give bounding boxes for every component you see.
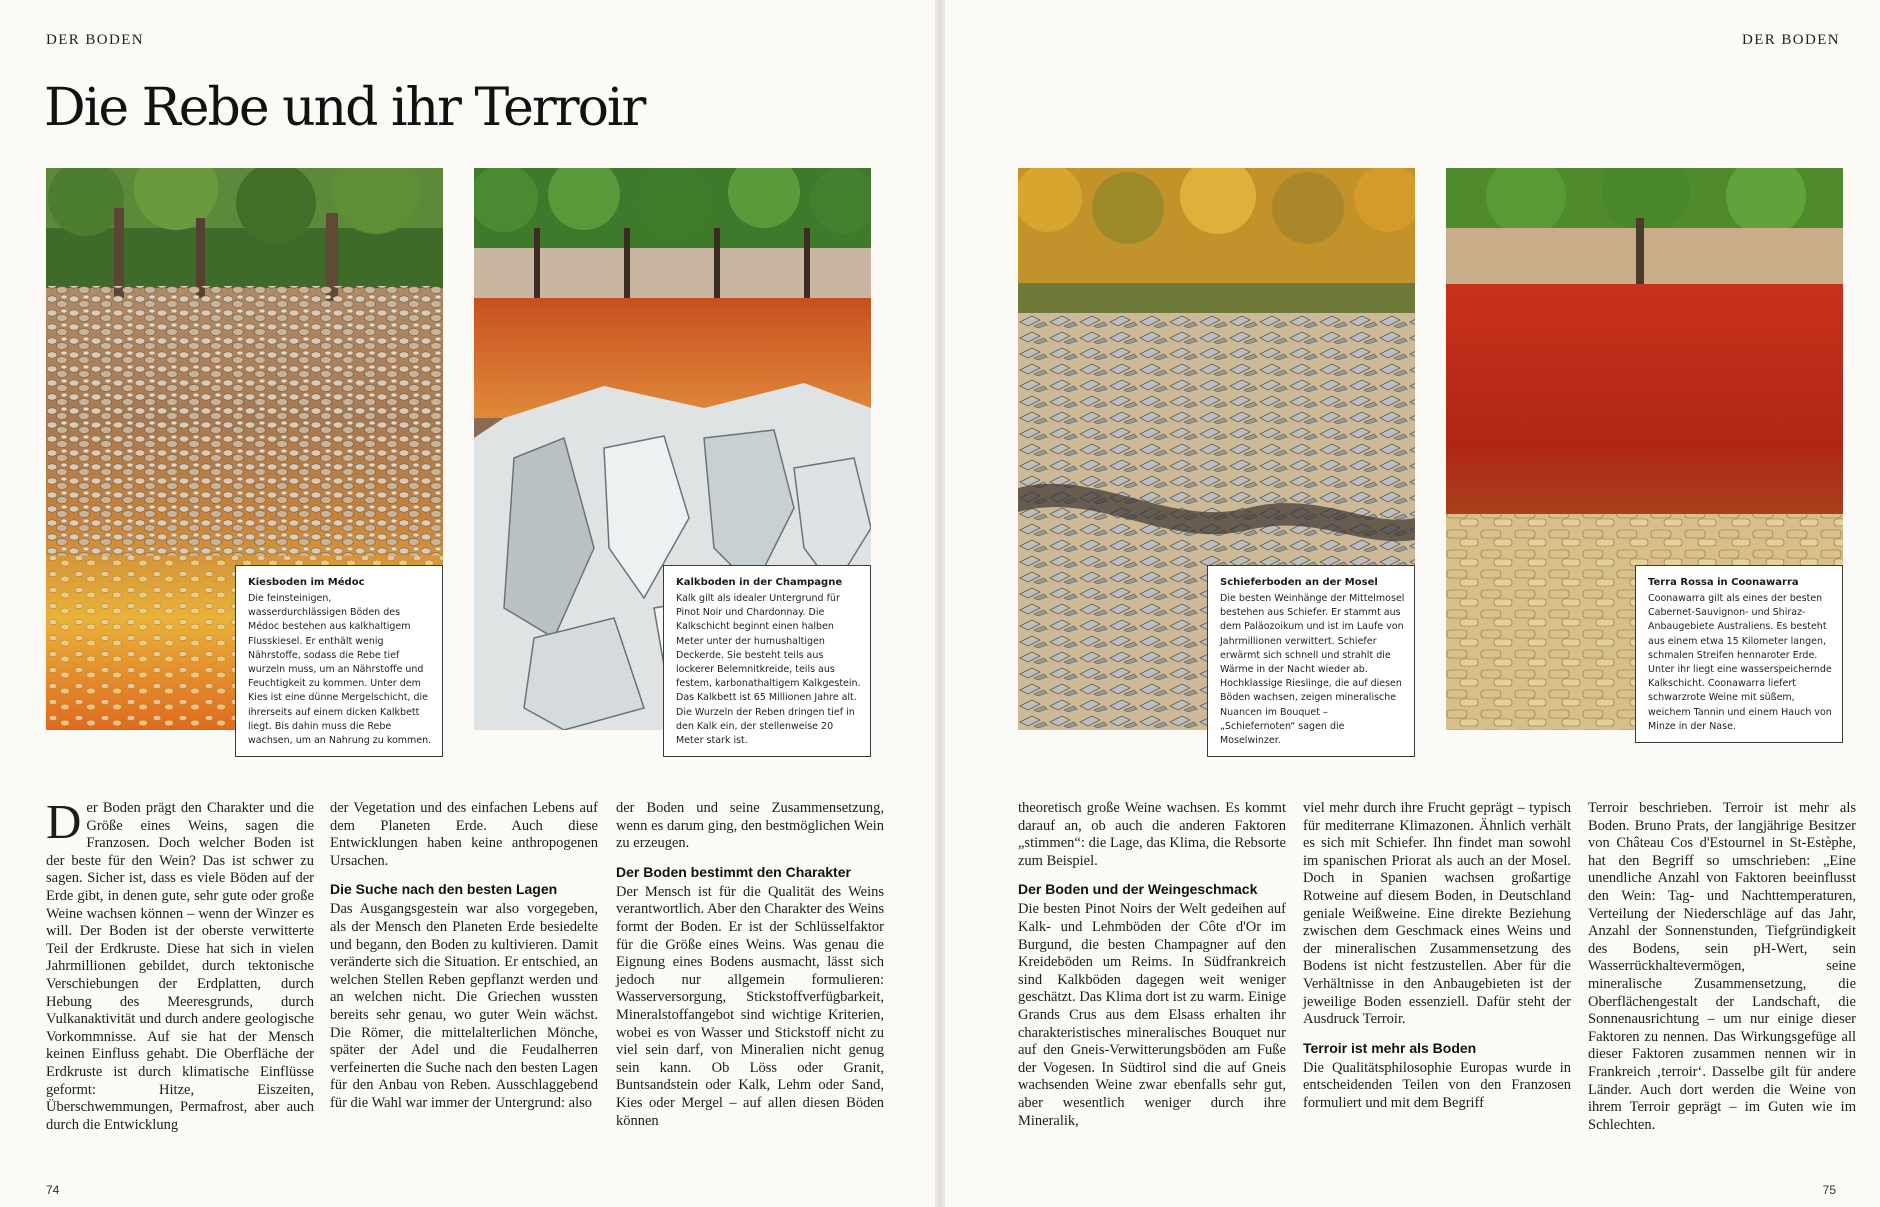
text-column-5 bbox=[1303, 800, 1571, 1113]
paragraph: Die besten Pinot Noirs der Welt gedeihen auf Kalk- und Lehmböden der Côte d'Or im Burgund, die besten Champagner auf den Kreideböden um Reims. In Südfrankreich sind Kalkböden dagegen weit weniger geschätzt. Das Klima dort ist zu warm. Einige Grands Crus aus dem Elsass erhalten ihr charakteristisches mineralisches Bouquet nur auf den Gneis-Verwitterungsböden am Fuße der Vogesen. In Südtirol sind die auf Gneis wachsenden Weine zwar ebenfalls sehr gut, aber wesentlich weniger durch ihre Mineralik, bbox=[1018, 901, 1286, 1129]
spread-gutter bbox=[935, 0, 945, 1207]
running-head-right: DER BODEN bbox=[1741, 32, 1840, 48]
paragraph: der Vegetation und des einfachen Lebens auf dem Planeten Erde. Auch diese Entwicklungen haben keine anthropogenen Ursachen. bbox=[330, 800, 598, 869]
text-column-4 bbox=[1018, 800, 1286, 1130]
paragraph: viel mehr durch ihre Frucht geprägt – typisch für mediterrane Klimazonen. Ähnlich verhält es sich mit Schiefer. Ihn findet man sowohl im spanischen Priorat als auch an der Mosel. Doch in Spanien wachsen großartige Rotweine auf diesem Boden, in Deutschland geniale Weißweine. Eine direkte Beziehung zwischen dem Geschmack eines Weins und der mineralischen Zusammensetzung des Bodens ist nicht festzustellen. Aber für die Verhältnisse in den Anbaugebieten ist der jeweilige Boden essenziell. Dafür steht der Ausdruck Terroir. bbox=[1303, 800, 1571, 1028]
caption-text: Die feinsteinigen, wasserdurchlässigen Böden des Médoc bestehen aus kalkhaltigem Flusskiesel. Er enthält wenig Nährstoffe, sodass die Rebe tief wurzeln muss, um an Nährstoffe und Feuchtigkeit zu kommen. Unter dem Kies ist eine dünne Mergelschicht, die ihrerseits auf einem dicken Kalkbett liegt. Bis dahin muss die Rebe wachsen, um an Nahrung zu kommen. bbox=[248, 593, 432, 747]
subheading: Der Boden und der Weingeschmack bbox=[1018, 881, 1258, 898]
right-page bbox=[945, 0, 1880, 1207]
paragraph: Das Ausgangsgestein war also vorgegeben, als der Mensch den Planeten Erde besiedelte und begann, den Boden zu kultivieren. Damit veränderte sich die Situation. Er entschied, an welchen Stellen Reben gepflanzt werden und an welchen nicht. Die Griechen wussten bereits sehr genau, wo guter Wein wächst. Die Römer, die mittelalterlichen Mönche, später der Adel und die Feudalherren verfeinerten die Suche nach den besten Lagen für den Anbau von Reben. Ausschlaggebend für die Wahl war immer der Untergrund: also bbox=[330, 901, 598, 1111]
paragraph: theoretisch große Weine wachsen. Es kommt darauf an, ob auch die anderen Faktoren „stimmen“: die Lage, das Klima, die Rebsorte zum Beispiel. bbox=[1018, 800, 1286, 869]
subheading: Der Boden bestimmt den Charakter bbox=[616, 863, 851, 880]
caption-text: Coonawarra gilt als eines der besten Cabernet-Sauvignon- und Shiraz-Anbaugebiete Australiens. Es besteht aus einem etwa 15 Kilometer langen, schmalen Streifen hennaroter Erde. Unter ihr liegt eine wasserspeichernde Kalkschicht. Coonawarra liefert schwarzrote Weine mit süßem, weichem Tannin und einem Hauch von Minze in der Nase. bbox=[1648, 593, 1832, 732]
paragraph: Terroir beschrieben. Terroir ist mehr als Boden. Bruno Prats, der langjährige Besitzer von Château Cos d'Estournel in St-Estèphe, hat den Begriff so umschrieben: „Eine unendliche Anzahl von Faktoren beeinflusst den Wein: Tag- und Nachttemperaturen, Verteilung der Niederschläge auf das Jahr, Anzahl der Sonnenstunden, Tiefgründigkeit des Bodens, sein pH-Wert, sein Wasserrückhaltevermögen, seine mineralische Zusammensetzung, die Oberflächengestalt der Landschaft, die Sonnenausrichtung – um nur einige dieser Faktoren zu nennen. Das Wirkungsgefüge all dieser Faktoren zusammen nennen wir in Frankreich ‚terroir‘. Dasselbe gilt für andere Länder. Auch dort werden die Weine von ihrem Terroir geprägt – im Guten wie im Schlechten. bbox=[1588, 800, 1856, 1133]
running-head-left: DER BODEN bbox=[46, 32, 145, 48]
caption-terra-rossa bbox=[1635, 565, 1843, 743]
paragraph bbox=[46, 794, 314, 1134]
subheading: Die Suche nach den besten Lagen bbox=[330, 881, 558, 898]
drop-cap: D bbox=[46, 794, 82, 849]
caption-text: Kalk gilt als idealer Untergrund für Pinot Noir und Chardonnay. Die Kalkschicht beginnt einen halben Meter unter der humushaltigen Deckerde. Sie besteht teils aus lockerer Belemnitkreide, teils aus festem, karbonathaltigem Kalkgestein. Das Kalkbett ist 65 Millionen Jahre alt. Die Wurzeln der Reben dringen tief in den Kalk ein, der stellenweise 20 Meter stark ist. bbox=[676, 593, 861, 747]
caption-gravel-soil bbox=[235, 565, 443, 757]
paragraph: der Boden und seine Zusammensetzung, wenn es darum ging, den bestmöglichen Wein zu erzeugen. bbox=[616, 800, 884, 852]
caption-title: Terra Rossa in Coonawarra bbox=[1648, 577, 1799, 588]
caption-text: Die besten Weinhänge der Mittelmosel bestehen aus Schiefer. Er stammt aus dem Paläozoikum und ist im Laufe von Jahrmillionen verwittert. Schiefer erwärmt sich schnell und strahlt die Wärme in der Nacht wieder ab. Hochklassige Rieslinge, die auf diesen Böden wachsen, zeigen mineralische Nuancen im Bouquet – „Schiefernoten“ sagen die Moselwinzer. bbox=[1220, 593, 1405, 747]
page-number-right: 75 bbox=[1822, 1183, 1836, 1197]
caption-slate-soil bbox=[1207, 565, 1415, 757]
text-column-6 bbox=[1588, 800, 1856, 1134]
subheading: Terroir ist mehr als Boden bbox=[1303, 1039, 1477, 1056]
page-title: Die Rebe und ihr Terroir bbox=[44, 78, 645, 138]
page-number-left: 74 bbox=[46, 1183, 60, 1197]
caption-title: Kalkboden in der Champagne bbox=[676, 577, 843, 588]
left-page bbox=[0, 0, 935, 1207]
caption-title: Kiesboden im Médoc bbox=[248, 577, 365, 588]
paragraph-text: er Boden prägt den Charakter und die Größe eines Weins, sagen die Franzosen. Doch welcher Boden ist der beste für den Wein? Das ist schwer zu sagen. Sicher ist, dass es viele Böden auf der Erde gibt, in denen gute, sehr gute oder große Weine wachsen können – wenn der Winzer es will. Der Boden ist der oberste verwitterte Teil der Erdkruste. Diese hat sich in vielen Jahrmillionen gebildet, durch tektonische Verschiebungen der Erdplatten, durch Hebung des Meeresgrunds, durch Vulkanaktivität und durch andere geologische Vorkommnisse. Auf sie hat der Mensch keinen Einfluss gehabt. Die Oberfläche der Erdkruste ist durch klimatische Einflüsse geformt: Hitze, Eiszeiten, Überschwemmungen, Permafrost, aber auch durch die Entwicklung bbox=[46, 800, 314, 1133]
caption-chalk-soil bbox=[663, 565, 871, 757]
text-column-2 bbox=[330, 800, 598, 1113]
caption-title: Schieferboden an der Mosel bbox=[1220, 577, 1378, 588]
paragraph: Der Mensch ist für die Qualität des Weins verantwortlich. Aber den Charakter des Weins formt der Boden. Er ist der Schlüsselfaktor für die Größe eines Weins. Was genau die Eignung eines Bodens ausmacht, lässt sich jedoch nur allgemein formulieren: Wasserversorgung, Stickstoffverfügbarkeit, Mineralstoffangebot sind wichtige Kriterien, wobei es von Wasser und Stickstoff nicht zu viel sein darf, von Mineralien nicht genug sein kann. Ob Löss oder Granit, Buntsandstein oder Kalk, Lehm oder Sand, Kies oder Mergel – auf allen diesen Böden können bbox=[616, 883, 884, 1129]
text-column-1 bbox=[46, 794, 314, 1134]
paragraph: Die Qualitätsphilosophie Europas wurde in entscheidenden Teilen von den Franzosen formuliert und mit dem Begriff bbox=[1303, 1059, 1571, 1111]
text-column-3 bbox=[616, 800, 884, 1130]
